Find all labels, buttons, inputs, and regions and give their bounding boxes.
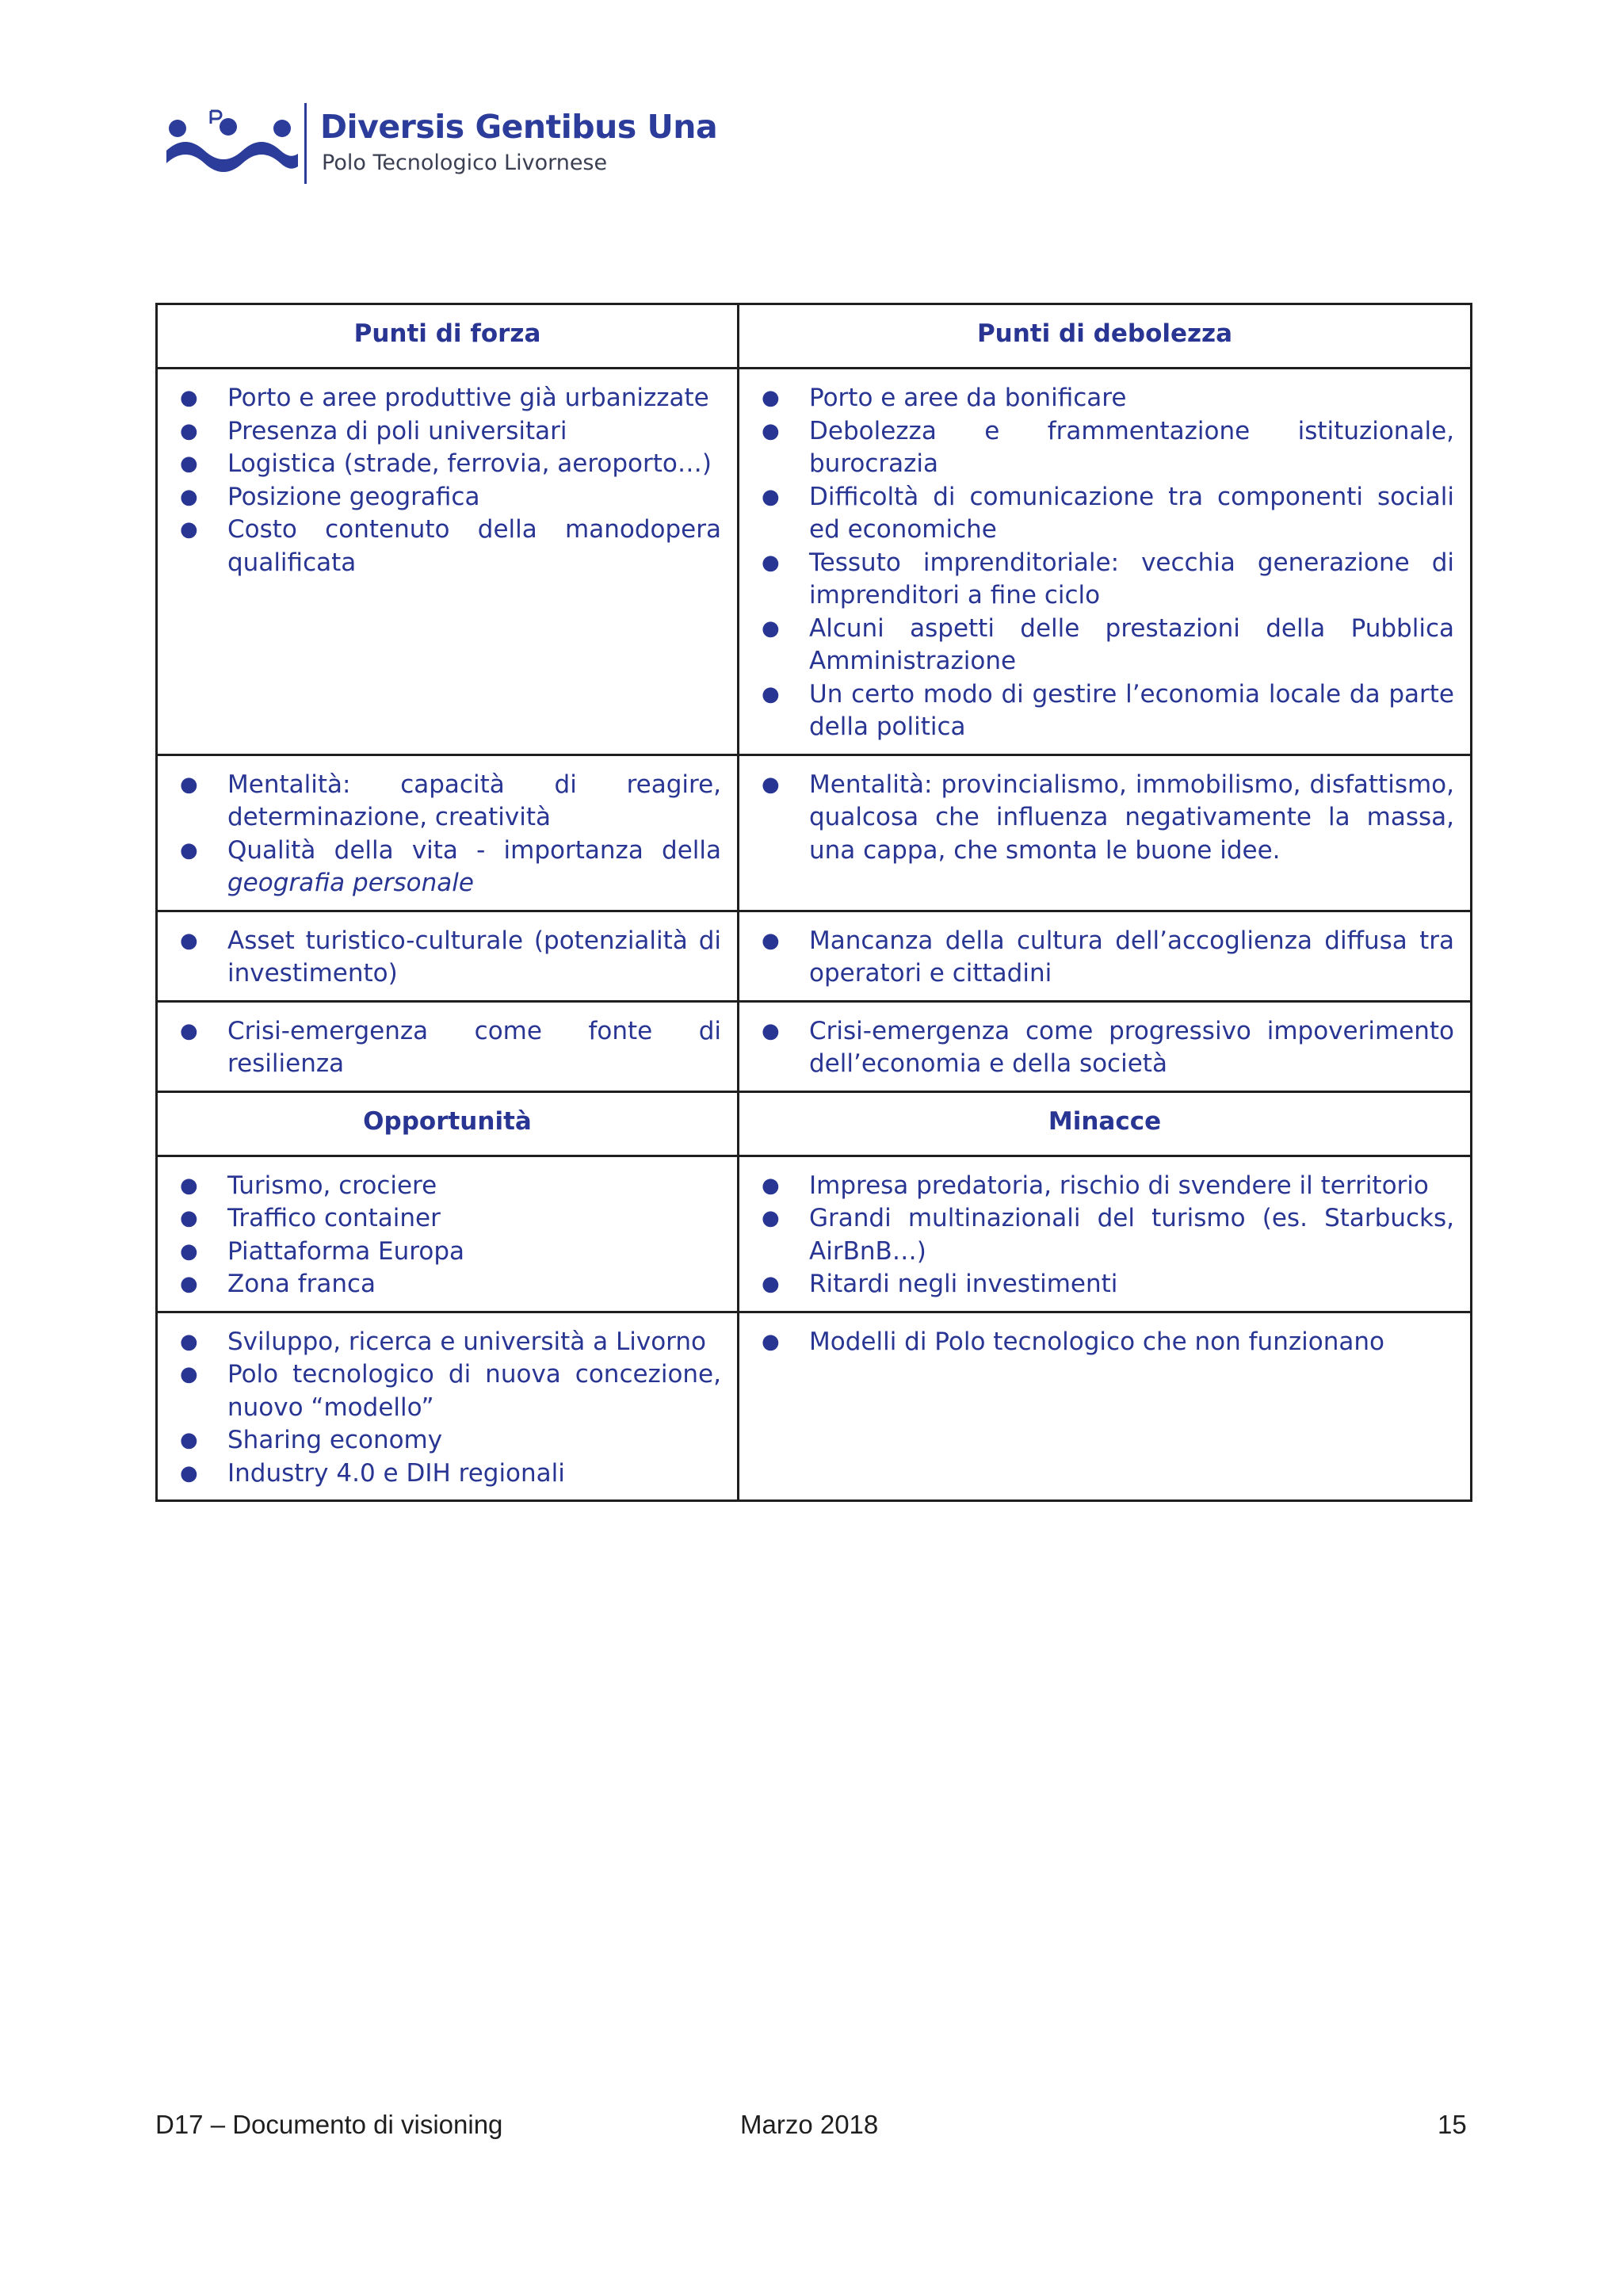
bullet-list (755, 1326, 1454, 1359)
bullet-icon: ● (180, 772, 198, 797)
list-item (174, 415, 721, 449)
logo-mark-icon (165, 101, 300, 181)
bullet-icon: ● (762, 484, 780, 509)
bullet-icon: ● (180, 1329, 198, 1354)
bullet-list (174, 769, 721, 900)
table-cell (739, 755, 1472, 911)
list-item-text: Impresa predatoria, rischio di svendere il territorio (809, 1171, 1429, 1200)
bullet-list (755, 769, 1454, 868)
table-cell (739, 1001, 1472, 1091)
list-item-text: Porto e aree produttive già urbanizzate (227, 384, 709, 412)
list-item-text: Modelli di Polo tecnologico che non funzionano (809, 1327, 1384, 1356)
list-item (174, 769, 721, 835)
table-cell (739, 369, 1472, 755)
bullet-list (174, 382, 721, 579)
bullet-icon: ● (762, 616, 780, 640)
list-item (174, 1358, 721, 1424)
table-cell (157, 911, 739, 1001)
list-item (174, 514, 721, 579)
list-item (755, 1326, 1454, 1359)
list-item-text: Asset turistico-culturale (potenzialità di investimento) (227, 926, 721, 988)
bullet-list (755, 1170, 1454, 1301)
bullet-icon: ● (762, 550, 780, 575)
list-item (755, 382, 1454, 415)
list-item (755, 1268, 1454, 1301)
bullet-icon: ● (180, 1461, 198, 1485)
list-item-text: Costo contenuto della manodopera qualificata (227, 515, 721, 577)
bullet-icon: ● (180, 1362, 198, 1386)
list-item-text: Polo tecnologico di nuova concezione, nuovo “modello” (227, 1360, 721, 1422)
list-item (755, 769, 1454, 868)
bullet-icon: ● (180, 1272, 198, 1296)
bullet-list (755, 925, 1454, 991)
table-cell (739, 1312, 1472, 1501)
list-item-text: Crisi-emergenza come fonte di resilienza (227, 1016, 721, 1078)
footer-date: Marzo 2018 (740, 2110, 879, 2139)
list-item-text: Mentalità: provincialismo, immobilismo, disfattismo, qualcosa che influenza negativamente la massa, una cappa, che smonta le buone idee. (809, 770, 1454, 865)
list-item-text: Difficoltà di comunicazione tra componenti sociali ed economiche (809, 482, 1454, 544)
table-row (157, 1312, 1472, 1501)
bullet-icon: ● (180, 1428, 198, 1452)
bullet-icon: ● (762, 1329, 780, 1354)
footer-page-number: 15 (1438, 2110, 1467, 2139)
table-cell (157, 369, 739, 755)
list-item (755, 415, 1454, 481)
list-item (174, 382, 721, 415)
bullet-list (174, 1326, 721, 1491)
logo (165, 101, 718, 189)
bullet-icon: ● (762, 1018, 780, 1043)
list-item-text: Tessuto imprenditoriale: vecchia generazione di imprenditori a fine ciclo (809, 548, 1454, 609)
list-item-text: Debolezza e frammentazione istituzionale, burocrazia (809, 416, 1454, 478)
list-item (755, 481, 1454, 547)
list-item (174, 1326, 721, 1359)
logo-title: Diversis Gentibus Una (320, 108, 718, 146)
list-item (174, 1457, 721, 1491)
list-item-text: Sviluppo, ricerca e università a Livorno (227, 1327, 706, 1356)
list-item (174, 481, 721, 514)
list-item (755, 1015, 1454, 1081)
bullet-list (755, 1015, 1454, 1081)
list-item (174, 835, 721, 900)
list-item (174, 1015, 721, 1081)
bullet-list (174, 1170, 721, 1301)
list-item-text: Traffico container (227, 1204, 441, 1232)
list-item (174, 1424, 721, 1457)
list-item-text: Turismo, crociere (227, 1171, 437, 1200)
column-header-right: Punti di debolezza (739, 304, 1472, 369)
column-header-left: Punti di forza (157, 304, 739, 369)
list-item-text: Logistica (strade, ferrovia, aeroporto…) (227, 449, 712, 478)
bullet-icon: ● (762, 928, 780, 953)
bullet-icon: ● (762, 1173, 780, 1198)
list-item-text: Grandi multinazionali del turismo (es. Starbucks, AirBnB…) (809, 1204, 1454, 1266)
column-header-left: Opportunità (157, 1091, 739, 1156)
list-item (755, 547, 1454, 613)
bullet-icon: ● (180, 452, 198, 476)
bullet-icon: ● (180, 484, 198, 509)
header-row (157, 304, 1472, 369)
list-item-text: Piattaforma Europa (227, 1236, 464, 1266)
list-item-text: Porto e aree da bonificare (809, 384, 1127, 412)
list-item-text: Posizione geografica (227, 482, 480, 511)
bullet-icon: ● (180, 1239, 198, 1263)
bullet-icon: ● (762, 772, 780, 797)
list-item-text: Zona franca (227, 1270, 376, 1298)
bullet-icon: ● (762, 1272, 780, 1296)
bullet-icon: ● (180, 418, 198, 443)
list-item (755, 1202, 1454, 1268)
header-row (157, 1091, 1472, 1156)
list-item (174, 448, 721, 481)
bullet-list (755, 382, 1454, 744)
list-item-text: Mentalità: capacità di reagire, determinazione, creatività (227, 770, 721, 831)
list-item-text: Mancanza della cultura dell’accoglienza diffusa tra operatori e cittadini (809, 926, 1454, 988)
bullet-icon: ● (762, 418, 780, 443)
list-item (755, 613, 1454, 678)
bullet-icon: ● (762, 1206, 780, 1230)
bullet-icon: ● (180, 518, 198, 541)
swot-table (155, 303, 1472, 1502)
table-row (157, 1156, 1472, 1312)
list-item (174, 1202, 721, 1236)
table-row (157, 1001, 1472, 1091)
list-item (755, 925, 1454, 991)
list-item-emphasis: geografia personale (227, 869, 474, 897)
table-cell (157, 1156, 739, 1312)
list-item-text: Crisi-emergenza come progressivo impoverimento dell’economia e della società (809, 1016, 1454, 1078)
bullet-icon: ● (180, 1173, 198, 1198)
list-item (755, 1170, 1454, 1203)
bullet-icon: ● (180, 386, 198, 410)
column-header-right: Minacce (739, 1091, 1472, 1156)
table-cell (157, 1001, 739, 1091)
table-cell (739, 1156, 1472, 1312)
list-item (174, 1236, 721, 1269)
list-item-text: Un certo modo di gestire l’economia locale da parte della politica (809, 679, 1454, 741)
list-item (174, 925, 721, 991)
table-cell (157, 1312, 739, 1501)
bullet-icon: ● (762, 682, 780, 706)
list-item (755, 678, 1454, 744)
bullet-icon: ● (762, 386, 780, 410)
bullet-icon: ● (180, 1018, 198, 1043)
bullet-icon: ● (180, 1206, 198, 1230)
list-item-text: Qualità della vita - importanza della (227, 835, 721, 865)
table-row (157, 911, 1472, 1001)
table-row (157, 369, 1472, 755)
logo-subtitle: Polo Tecnologico Livornese (322, 151, 608, 175)
table-cell (157, 755, 739, 911)
list-item (174, 1170, 721, 1203)
bullet-list (174, 1015, 721, 1081)
list-item (174, 1268, 721, 1301)
footer-document: D17 – Documento di visioning (155, 2110, 503, 2139)
list-item-text: Alcuni aspetti delle prestazioni della Pubblica Amministrazione (809, 613, 1454, 675)
list-item-text: Presenza di poli universitari (227, 416, 567, 445)
bullet-icon: ● (180, 928, 198, 953)
list-item-text: Industry 4.0 e DIH regionali (227, 1458, 565, 1488)
list-item-text: Ritardi negli investimenti (809, 1270, 1118, 1298)
bullet-icon: ● (180, 838, 198, 862)
list-item-text: Sharing economy (227, 1426, 443, 1454)
bullet-list (174, 925, 721, 991)
table-row (157, 755, 1472, 911)
logo-divider (304, 103, 307, 184)
table-cell (739, 911, 1472, 1001)
